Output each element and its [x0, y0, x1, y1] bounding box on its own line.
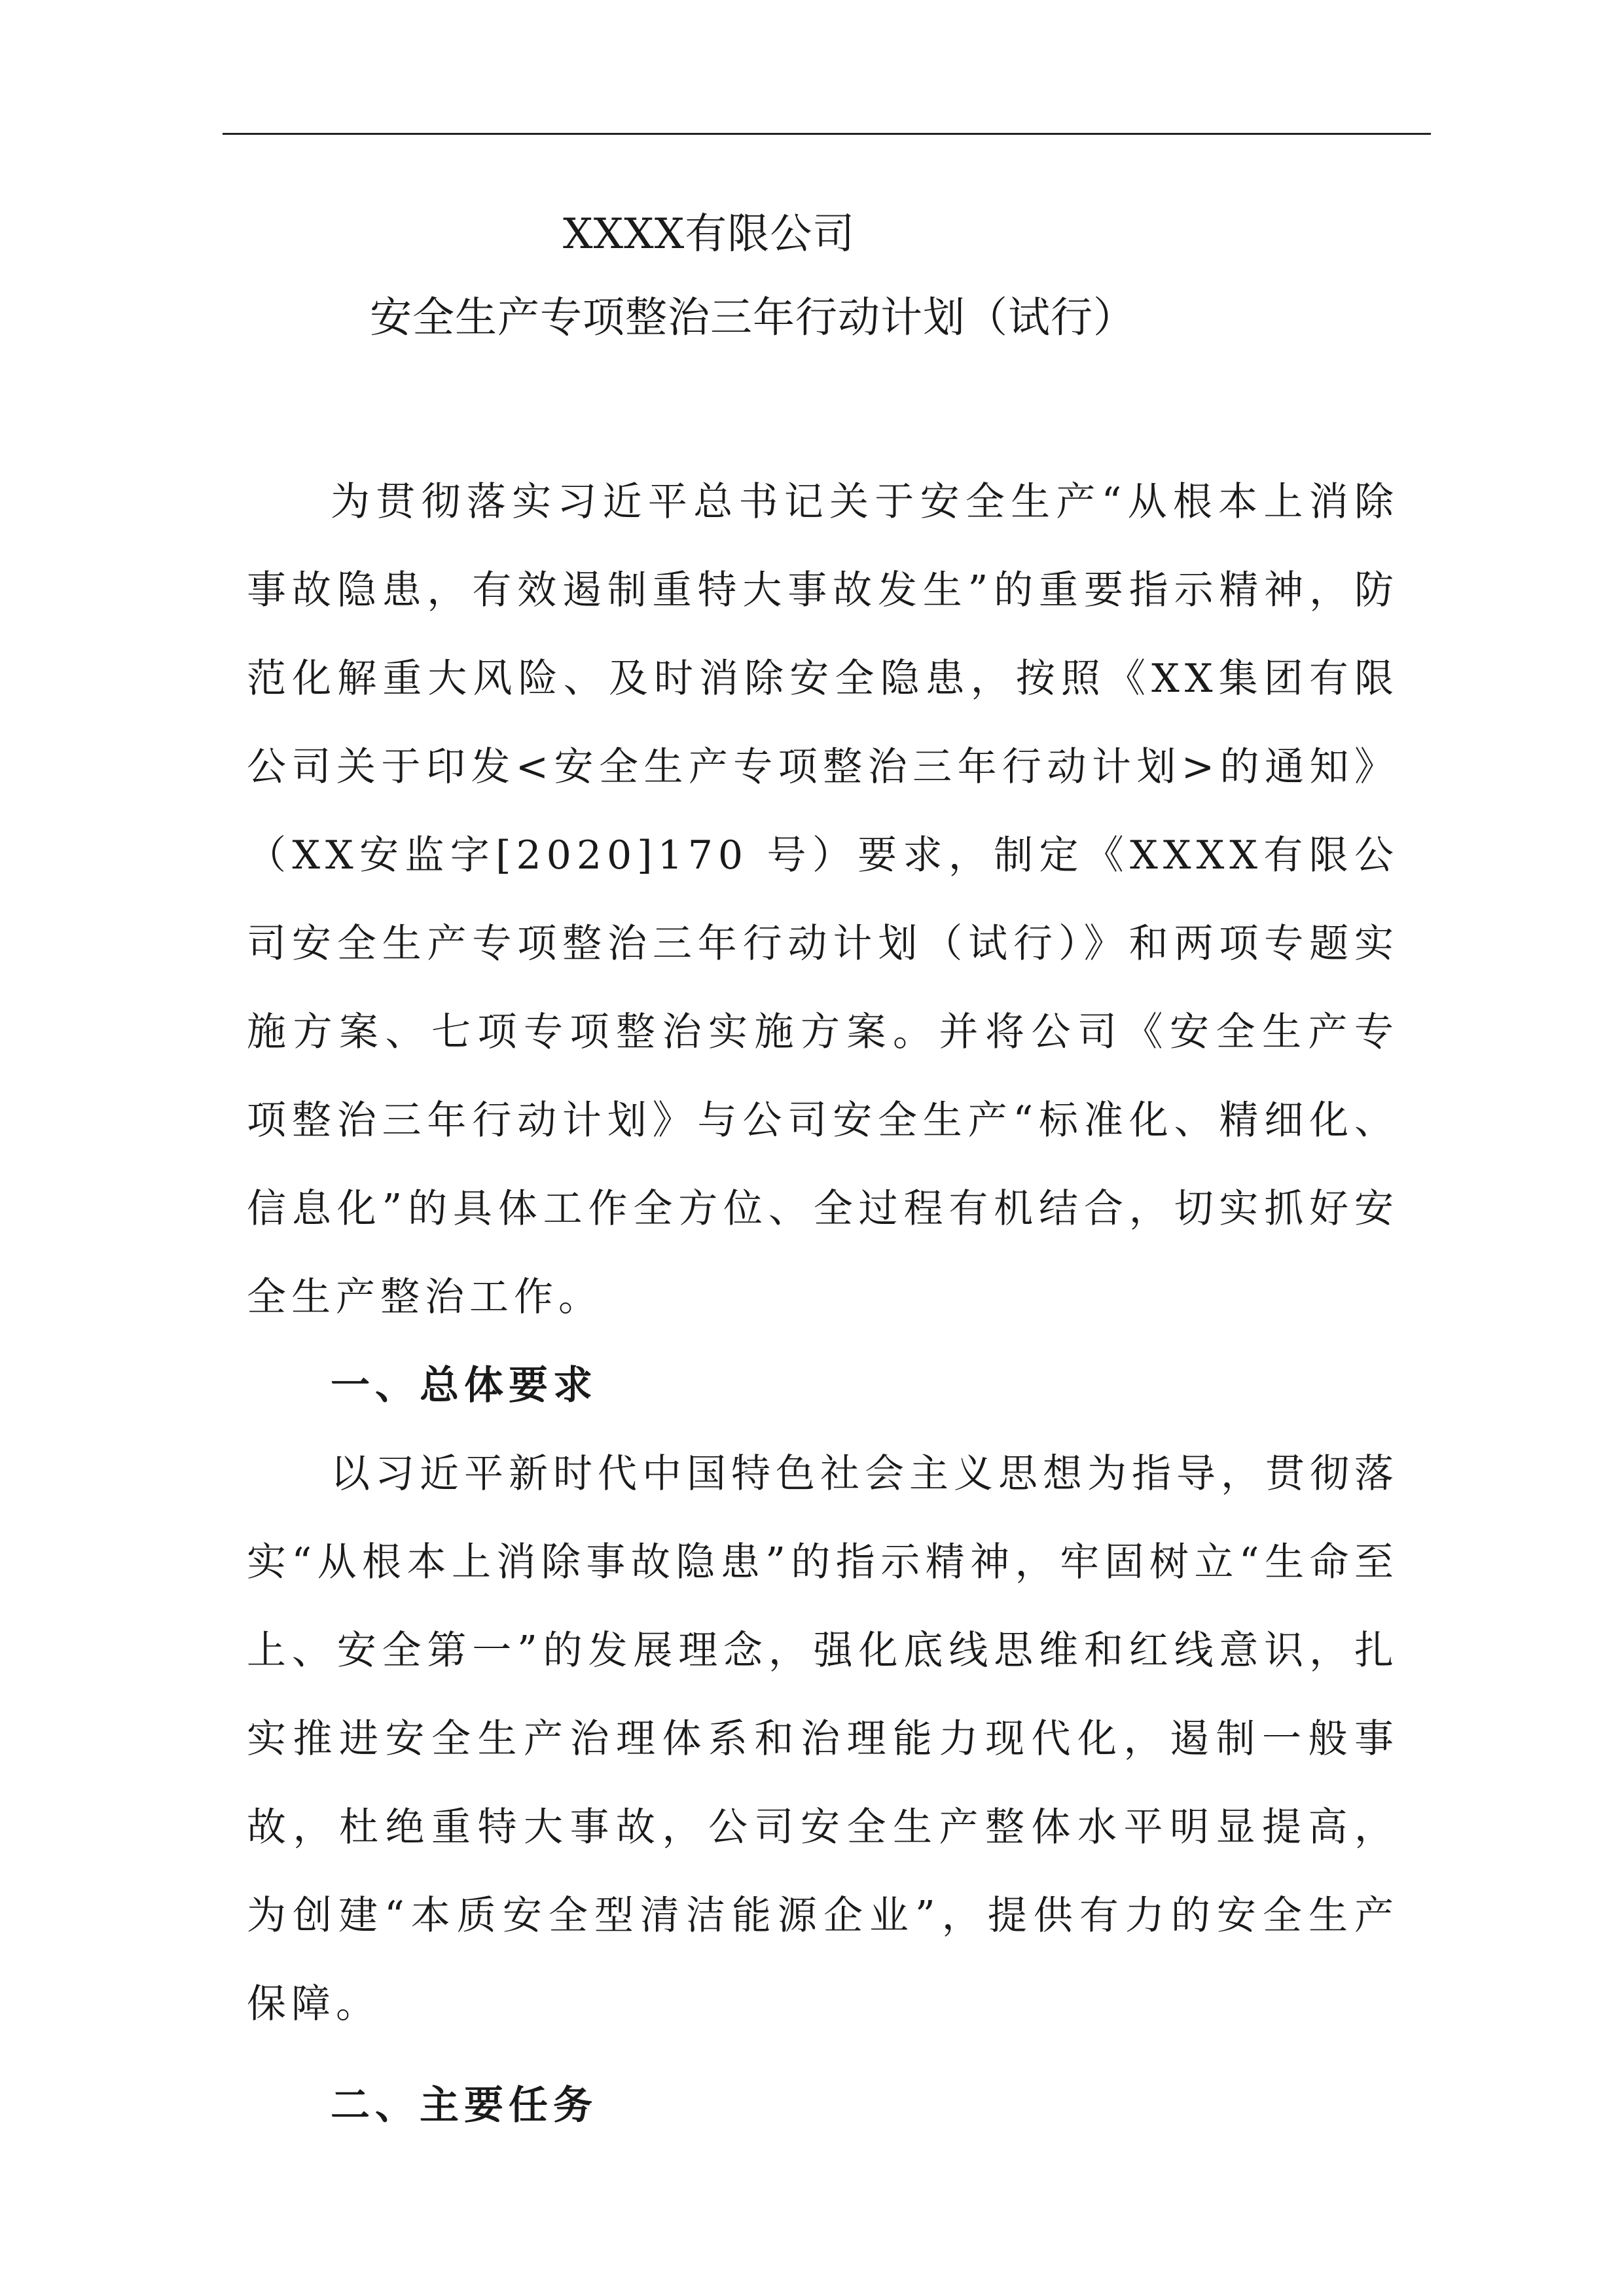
section-heading-overall-requirements: 一、总体要求: [331, 1363, 598, 1408]
document-title-main: 安全生产专项整治三年行动计划（试行）: [370, 294, 1136, 342]
document-title-company: XXXX有限公司: [563, 210, 856, 259]
intro-paragraph: 为贯彻落实习近平总书记关于安全生产“从根本上消除事故隐患，有效遏制重特大事故发生”的重要指示精神，防范化解重大风险、及时消除安全隐患，按照《XX集团有限公司关于印发<安全生产专项整治三年行动计划>的通知》（XX安监字[2020]170 号）要求，制定《XXXX有限公司安全生产专项整治三年行动计划（试行）》和两项专题实施方案、七项专项整治实施方案。并将公司《安全生产专项整治三年行动计划》与公司安全生产“标准化、精细化、信息化”的具体工作全方位、全过程有机结合，切实抓好安全生产整治工作。: [247, 479, 1399, 1320]
header-rule: [223, 133, 1431, 135]
document-body: [247, 458, 1399, 2150]
section-heading-main-tasks: 二、主要任务: [331, 2083, 598, 2128]
section-paragraph-overall-requirements: 以习近平新时代中国特色社会主义思想为指导，贯彻落实“从根本上消除事故隐患”的指示精神，牢固树立“生命至上、安全第一”的发展理念，强化底线思维和红线意识，扎实推进安全生产治理体系和治理能力现代化，遏制一般事故，杜绝重特大事故，公司安全生产整体水平明显提高，为创建“本质安全型清洁能源企业”，提供有力的安全生产保障。: [247, 1451, 1399, 2027]
